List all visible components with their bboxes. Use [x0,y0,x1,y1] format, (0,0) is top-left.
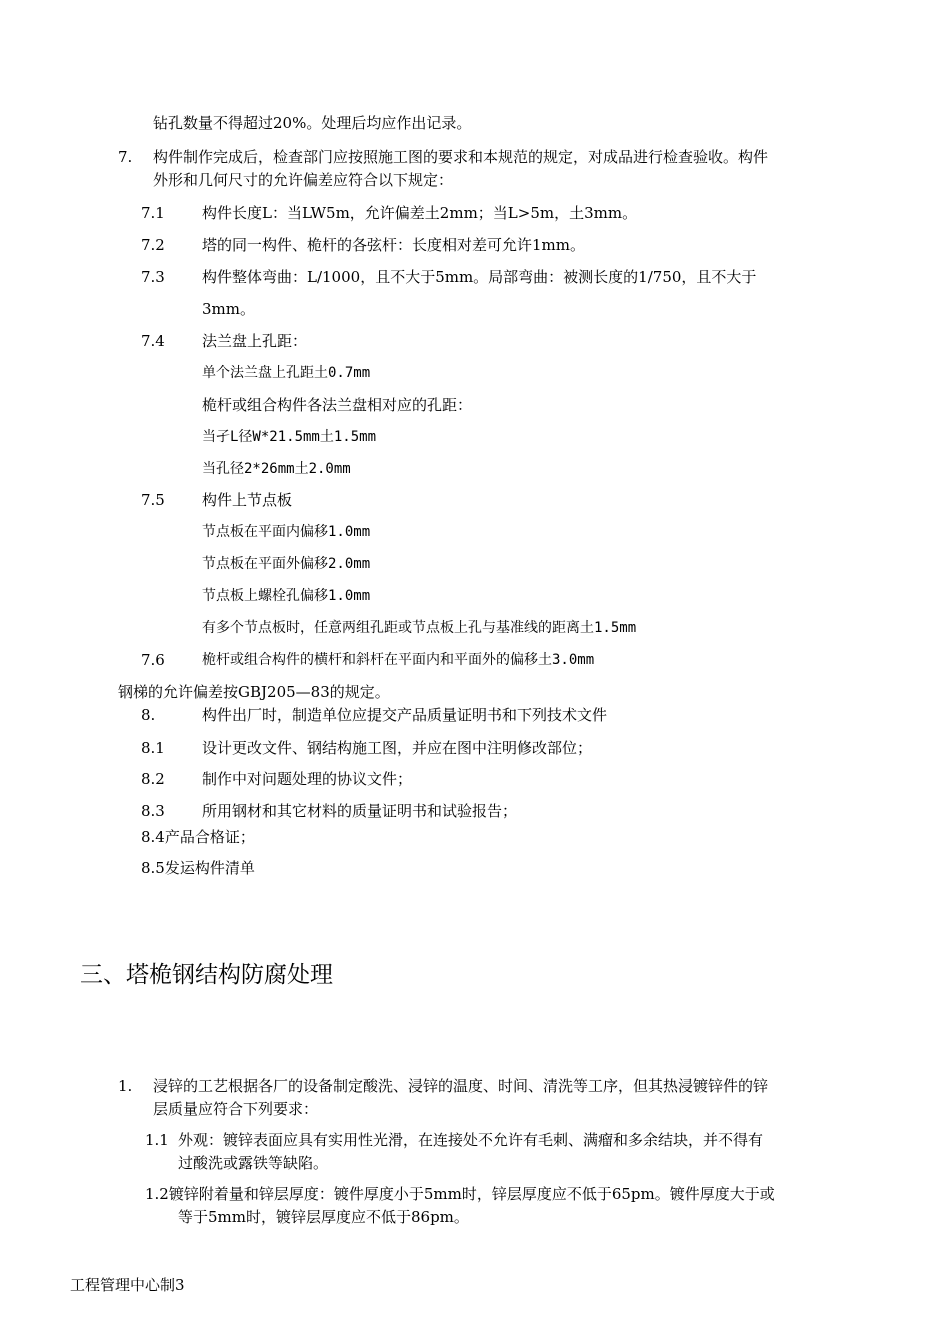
text-line: 构件长度L：当LW5m，允许偏差土2mm；当L>5m，土3mm。 [202,204,638,222]
text-line: 1.2镀锌附着量和锌层厚度：镀件厚度小于5mm时，锌层厚度应不低于65pm。镀件厚度大于或 [145,1185,775,1203]
text-line: 3mm。 [202,300,255,318]
text-line: 过酸洗或露铁等缺陷。 [178,1154,329,1172]
text-line: 塔的同一构件、桅杆的各弦杆：长度相对差可允许1mm。 [202,236,585,254]
item-number: 7. [118,148,133,166]
text-line: 构件上节点板 [202,491,293,509]
item-number: 7.5 [141,491,165,509]
text-line: 钢梯的允许偏差按GBJ205—83的规定。 [118,683,390,701]
text-line: 8.5发运构件清单 [141,859,255,877]
item-number: 7.4 [141,332,165,350]
text-line: 钻孔数量不得超过20%。处理后均应作出记录。 [153,114,472,132]
text-line: 构件制作完成后，检查部门应按照施工图的要求和本规范的规定，对成品进行检查验收。构件 [153,148,769,166]
text-line: 层质量应符合下列要求： [153,1100,319,1118]
item-number: 8.2 [141,770,165,788]
text-line: 节点板在平面外偏移2.0mm [202,556,371,572]
text-line: 节点板在平面内偏移1.0mm [202,524,371,540]
item-number: 8.3 [141,802,165,820]
text-line: 有多个节点板时，任意两组孔距或节点板上孔与基准线的距离土1.5mm [202,620,637,636]
item-number: 8. [141,706,156,724]
text-line: 节点板上螺栓孔偏移1.0mm [202,588,371,604]
text-line: 等于5mm时，镀锌层厚度应不低于86pm。 [178,1208,469,1226]
text-line: 法兰盘上孔距： [202,332,308,350]
text-line: 外观：镀锌表面应具有实用性光滑，在连接处不允许有毛刺、满瘤和多余结块，并不得有 [178,1131,764,1149]
item-number: 1.1 [145,1131,169,1149]
text-line: 浸锌的工艺根据各厂的设备制定酸洗、浸锌的温度、时间、清洗等工序，但其热浸镀锌件的锌 [153,1077,769,1095]
text-line: 制作中对问题处理的协议文件； [202,770,413,788]
text-line: 桅杆或组合构件各法兰盘相对应的孔距： [202,396,473,414]
text-line: 当孑L径W*21.5mm土1.5mm [202,429,377,445]
text-line: 外形和几何尺寸的允许偏差应符合以下规定： [153,171,454,189]
text-line: 构件出厂时，制造单位应提交产品质量证明书和下列技术文件 [202,706,608,724]
text-line: 桅杆或组合构件的横杆和斜杆在平面内和平面外的偏移土3.0mm [202,652,595,668]
item-number: 7.2 [141,236,165,254]
text-line: 所用钢材和其它材料的质量证明书和试验报告； [202,802,518,820]
text-line: 8.4产品合格证； [141,828,255,846]
item-number: 1. [118,1077,133,1095]
item-number: 7.6 [141,651,165,669]
section-heading: 三、塔桅钢结构防腐处理 [80,962,333,988]
item-number: 7.3 [141,268,165,286]
text-line: 单个法兰盘上孔距土0.7mm [202,365,371,381]
text-line: 设计更改文件、钢结构施工图，并应在图中注明修改部位； [202,739,593,757]
page-footer: 工程管理中心制3 [70,1276,185,1294]
text-line: 构件整体弯曲：L/1000，且不大于5mm。局部弯曲：被测长度的1/750，且不大于 [202,268,757,286]
item-number: 7.1 [141,204,165,222]
item-number: 8.1 [141,739,165,757]
text-line: 当孔径2*26mm土2.0mm [202,461,351,477]
